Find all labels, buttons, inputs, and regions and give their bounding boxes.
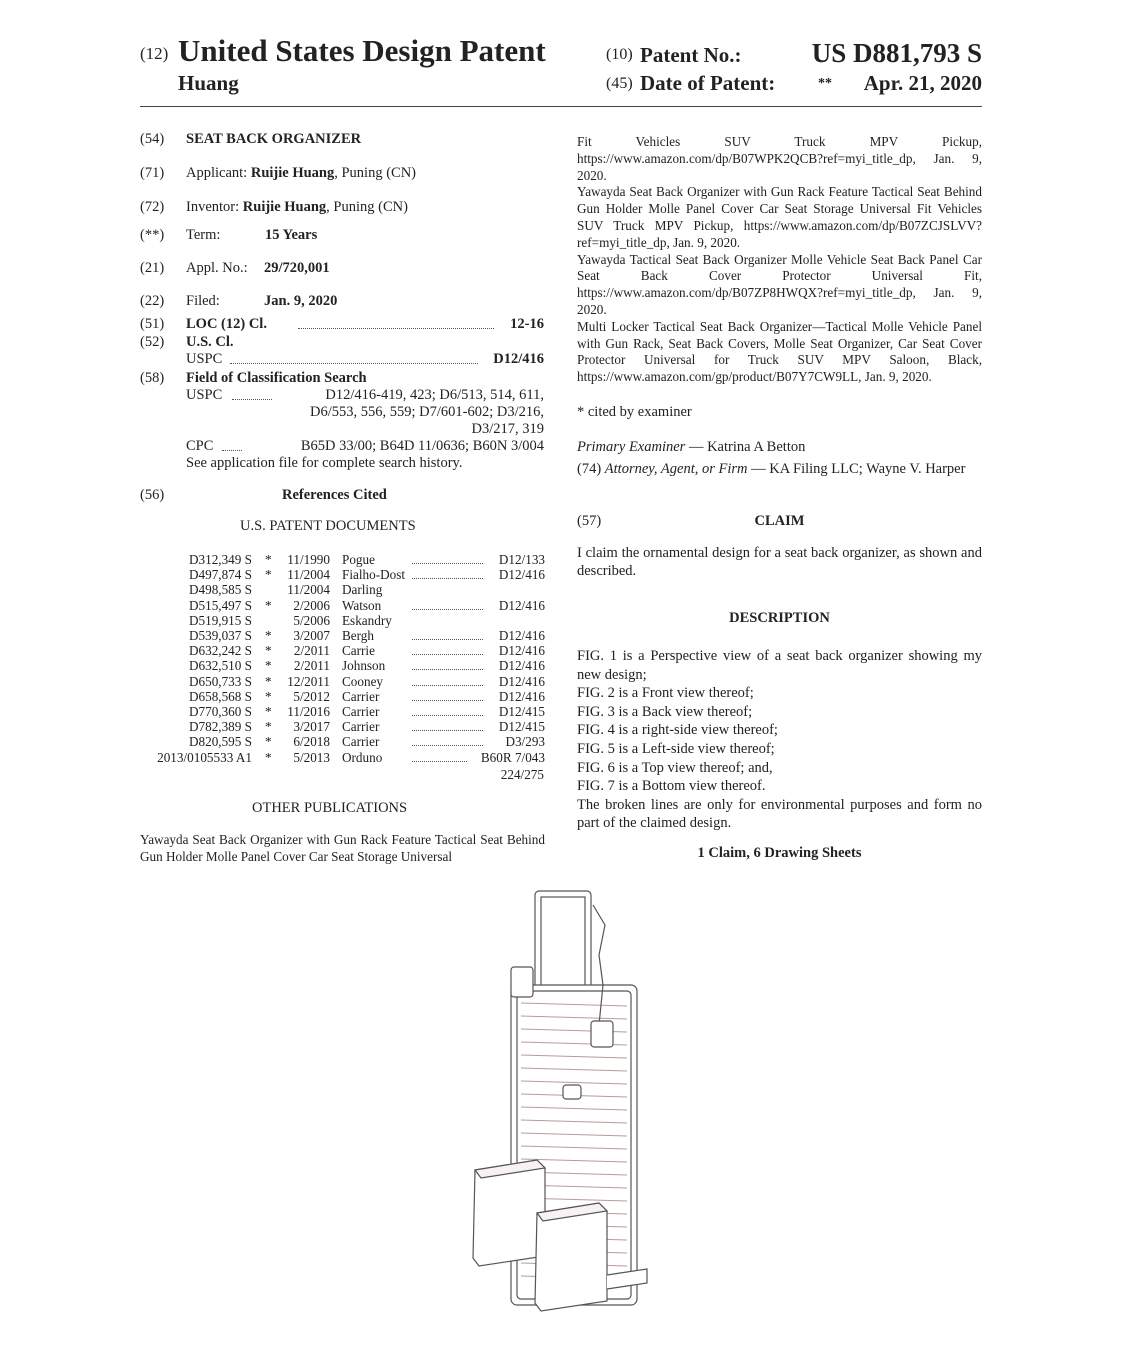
ref-name: Pogue: [342, 552, 375, 567]
patent-number: US D881,793 S: [811, 38, 982, 68]
ref-name: Johnson: [342, 658, 386, 674]
cited-mark: *: [265, 719, 272, 735]
ref-name: Carrier: [342, 704, 380, 719]
field-code: (**): [140, 227, 165, 243]
description-title: DESCRIPTION: [729, 609, 830, 626]
inventor: [186, 199, 408, 216]
reference-row: [140, 567, 545, 582]
figure-description: FIG. 3 is a Back view thereof;: [577, 703, 753, 720]
applicant: [186, 165, 416, 182]
ref-name: Eskandry: [342, 612, 392, 628]
other-publication: Yawayda Seat Back Organizer with Gun Rack Feature Tactical Seat Behind Gun Holder Molle Panel Cover Car Seat Storage Universal Fit Vehicles SUV Truck MPV Pickup, https://www.amazon.com/dp/B07ZCJSLVV?ref=myi_title_dp, Jan. 9, 2020.: [577, 184, 982, 250]
ref-date: 3/2007: [293, 628, 330, 643]
date-code: (45): [606, 75, 633, 92]
cited-mark: *: [265, 688, 272, 704]
ref-date: 11/1990: [287, 552, 330, 567]
inventor-label: Inventor:: [186, 199, 240, 215]
figure-description: FIG. 6 is a Top view thereof; and,: [577, 759, 773, 776]
cited-mark: *: [265, 673, 272, 689]
header-divider: [140, 106, 982, 107]
ref-class: D12/416: [498, 628, 545, 643]
term-value: 15 Years: [265, 227, 318, 243]
primary-examiner: [577, 439, 982, 456]
reference-row: [140, 643, 545, 658]
us-cl-label: U.S. Cl.: [186, 334, 234, 350]
field-code: (71): [140, 165, 165, 181]
references-title: References Cited: [282, 487, 387, 503]
patent-title: United States Design Patent: [178, 33, 546, 68]
cited-mark: *: [265, 704, 272, 719]
patent-number: D515,497 S: [188, 597, 252, 613]
patent-number: D820,595 S: [188, 734, 252, 750]
patent-no-code: (10): [606, 46, 633, 63]
inventor-full-name: Ruijie Huang: [242, 199, 327, 215]
reference-row: [140, 598, 545, 613]
field-code: (51): [140, 316, 165, 332]
patent-number: D770,360 S: [188, 704, 252, 719]
claim-title: CLAIM: [754, 512, 805, 529]
reference-row: [140, 613, 545, 628]
loc-label: LOC (12) Cl.: [186, 316, 267, 332]
patent-number: D539,037 S: [188, 628, 252, 643]
description-body: [577, 647, 982, 833]
buckle: [591, 1021, 613, 1047]
patent-number: D519,915 S: [188, 612, 252, 628]
broken-lines-note: The broken lines are only for environmental purposes and form no part of the claimed design.: [577, 796, 982, 832]
ref-class: D12/415: [498, 719, 545, 735]
applicant-name: Ruijie Huang: [250, 165, 335, 181]
ref-date: 11/2004: [287, 567, 330, 583]
field-code: (72): [140, 199, 165, 215]
ref-class: D12/416: [498, 658, 545, 674]
uspc-value: D12/416: [493, 351, 544, 367]
claim-text: I claim the ornamental design for a seat back organizer, as shown and described.: [577, 544, 982, 579]
term-label: Term:: [186, 227, 221, 243]
ref-date: 2/2011: [293, 643, 330, 659]
claim-header: [577, 513, 982, 530]
cpc-value: B65D 33/00; B64D 11/0636; B60N 3/004: [300, 438, 544, 454]
appl-no-label: Appl. No.:: [186, 260, 248, 276]
reference-row: [140, 628, 545, 643]
extra-class: 224/275: [500, 767, 544, 782]
reference-row: [140, 658, 545, 673]
field-code: (57): [577, 512, 602, 529]
search-uspc-label: USPC: [186, 387, 223, 403]
ref-class: D12/416: [498, 688, 545, 704]
other-publications-title: OTHER PUBLICATIONS: [252, 800, 408, 816]
loc-value: 12-16: [510, 316, 544, 332]
other-publication: Fit Vehicles SUV Truck MPV Pickup, https://www.amazon.com/dp/B07WPK2QCB?ref=myi_title_dp, Jan. 9, 2020.: [577, 134, 982, 183]
search-field-label: Field of Classification Search: [186, 370, 367, 386]
ref-date: 5/2012: [293, 688, 330, 704]
filed-label: Filed:: [186, 293, 220, 309]
filed-date: Jan. 9, 2020: [264, 293, 338, 309]
ref-class: D12/415: [498, 704, 545, 719]
ref-date: 5/2013: [293, 749, 330, 765]
seat-back-organizer-drawing: [465, 885, 665, 1320]
patent-number: D658,568 S: [188, 688, 252, 704]
patent-number: D312,349 S: [188, 552, 252, 567]
field-code: (21): [140, 260, 165, 276]
ref-name: Orduno: [342, 749, 383, 765]
ref-date: 5/2006: [293, 612, 330, 628]
figure-description: FIG. 1 is a Perspective view of a seat back organizer showing my new design;: [577, 647, 982, 683]
patent-number: D782,389 S: [188, 719, 252, 735]
cited-mark: *: [265, 643, 272, 659]
cited-mark: *: [265, 658, 272, 674]
cited-mark: *: [265, 628, 272, 643]
patent-no-label: Patent No.:: [640, 43, 742, 67]
appl-no: 29/720,001: [264, 260, 330, 276]
reference-row: [140, 689, 545, 704]
ref-date: 11/2004: [287, 582, 330, 598]
other-publication: Yawayda Seat Back Organizer with Gun Rack Feature Tactical Seat Behind Gun Holder Molle Panel Cover Car Seat Storage Universal: [140, 832, 545, 864]
patent-number: D498,585 S: [188, 582, 252, 598]
side-loop: [511, 967, 533, 997]
field-code: (54): [140, 131, 165, 147]
reference-row: [140, 719, 545, 734]
patent-number: D632,242 S: [188, 643, 252, 659]
patent-number: D650,733 S: [188, 673, 252, 689]
search-uspc-1: D12/416-419, 423; D6/513, 514, 611,: [325, 387, 544, 403]
cited-mark: *: [265, 597, 272, 613]
search-uspc-2: D6/553, 556, 559; D7/601-602; D3/216,: [309, 404, 544, 420]
attorney: [577, 460, 982, 479]
ref-class: D12/416: [498, 643, 545, 659]
design-title: SEAT BACK ORGANIZER: [186, 131, 362, 147]
ref-date: 2/2011: [293, 658, 330, 674]
primary-examiner-name: — Katrina A Betton: [685, 438, 806, 455]
reference-row: [140, 674, 545, 689]
us-patent-docs-title: U.S. PATENT DOCUMENTS: [240, 518, 416, 534]
field-code: (58): [140, 370, 165, 386]
search-uspc-3: D3/217, 319: [471, 421, 544, 437]
reference-row: [140, 734, 545, 749]
other-publication: Multi Locker Tactical Seat Back Organizer—Tactical Molle Vehicle Panel with Gun Rack, Seat Back Covers, Molle Seat Organizer, Car Seat Cover Protector Universal for Truck SUV MPV Saloon, Black, https://www.amazon.com/gp/product/B07Y7CW9LL, Jan. 9, 2020.: [577, 318, 982, 385]
other-publication: Yawayda Tactical Seat Back Organizer Molle Vehicle Seat Back Panel Car Seat Back Cover Protector Universal Fit, https://www.amazon.com/dp/B07ZP8HWQX?ref=myi_title_dp, Jan. 9, 2020.: [577, 251, 982, 317]
figure-description: FIG. 5 is a Left-side view thereof;: [577, 740, 775, 757]
field-code: (56): [140, 487, 165, 503]
applicant-location: , Puning (CN): [334, 165, 417, 181]
figure-description: FIG. 2 is a Front view thereof;: [577, 685, 754, 702]
ref-date: 2/2006: [293, 597, 330, 613]
ref-class: D12/416: [498, 597, 545, 613]
attorney-name: — KA Filing LLC; Wayne V. Harper: [747, 460, 966, 477]
search-note: See application file for complete search history.: [186, 455, 463, 471]
ref-name: Cooney: [342, 673, 384, 689]
ref-name: Bergh: [342, 628, 374, 643]
ref-class: D3/293: [505, 734, 545, 750]
patent-date: Apr. 21, 2020: [863, 71, 982, 95]
ref-date: 6/2018: [293, 734, 330, 750]
reference-row: [140, 750, 545, 765]
handle-inner: [541, 897, 585, 989]
ref-name: Fialho-Dost: [342, 567, 406, 583]
figure-description: FIG. 4 is a right-side view thereof;: [577, 722, 778, 739]
cited-by-examiner-note: * cited by examiner: [577, 403, 692, 420]
right-column: [577, 134, 982, 862]
attorney-label: Attorney, Agent, or Firm: [604, 460, 748, 477]
ref-name: Watson: [342, 597, 382, 613]
other-publications-continued: [577, 134, 982, 386]
patent-number: D632,510 S: [188, 658, 252, 674]
term-extension-mark: **: [818, 76, 832, 91]
cpc-label: CPC: [186, 438, 214, 454]
reference-row: [140, 552, 545, 567]
patent-number: D497,874 S: [188, 567, 252, 583]
ref-class: D12/416: [498, 673, 545, 689]
ref-name: Carrie: [342, 643, 375, 659]
cited-mark: *: [265, 734, 272, 750]
figure-description: FIG. 7 is a Bottom view thereof.: [577, 778, 766, 795]
cited-mark: *: [265, 567, 272, 583]
primary-examiner-label: Primary Examiner: [577, 438, 686, 455]
ref-name: Carrier: [342, 688, 380, 704]
applicant-label: Applicant:: [186, 165, 248, 181]
patent-number: 2013/0105533 A1: [157, 749, 252, 765]
ref-class: B60R 7/043: [480, 749, 545, 765]
field-code: (74): [577, 460, 602, 477]
inventor-location: , Puning (CN): [326, 199, 408, 215]
ref-name: Carrier: [342, 734, 380, 750]
field-code: (52): [140, 334, 165, 350]
type-code: (12): [140, 44, 169, 63]
ref-name: Darling: [342, 582, 383, 598]
ref-class: D12/416: [498, 567, 545, 583]
ref-class: D12/133: [498, 552, 545, 567]
date-label: Date of Patent:: [640, 71, 776, 95]
field-code: (22): [140, 293, 165, 309]
claims-sheets-count: 1 Claim, 6 Drawing Sheets: [697, 844, 862, 861]
ref-date: 12/2011: [287, 673, 330, 689]
cited-mark: *: [265, 749, 272, 765]
cited-mark: *: [265, 552, 272, 567]
reference-row: [140, 704, 545, 719]
uspc-label: USPC: [186, 351, 223, 367]
reference-row: [140, 582, 545, 597]
ref-date: 11/2016: [287, 704, 330, 719]
ref-name: Carrier: [342, 719, 380, 735]
center-loop: [563, 1085, 581, 1099]
ref-date: 3/2017: [293, 719, 330, 735]
inventor-name: Huang: [178, 71, 239, 95]
